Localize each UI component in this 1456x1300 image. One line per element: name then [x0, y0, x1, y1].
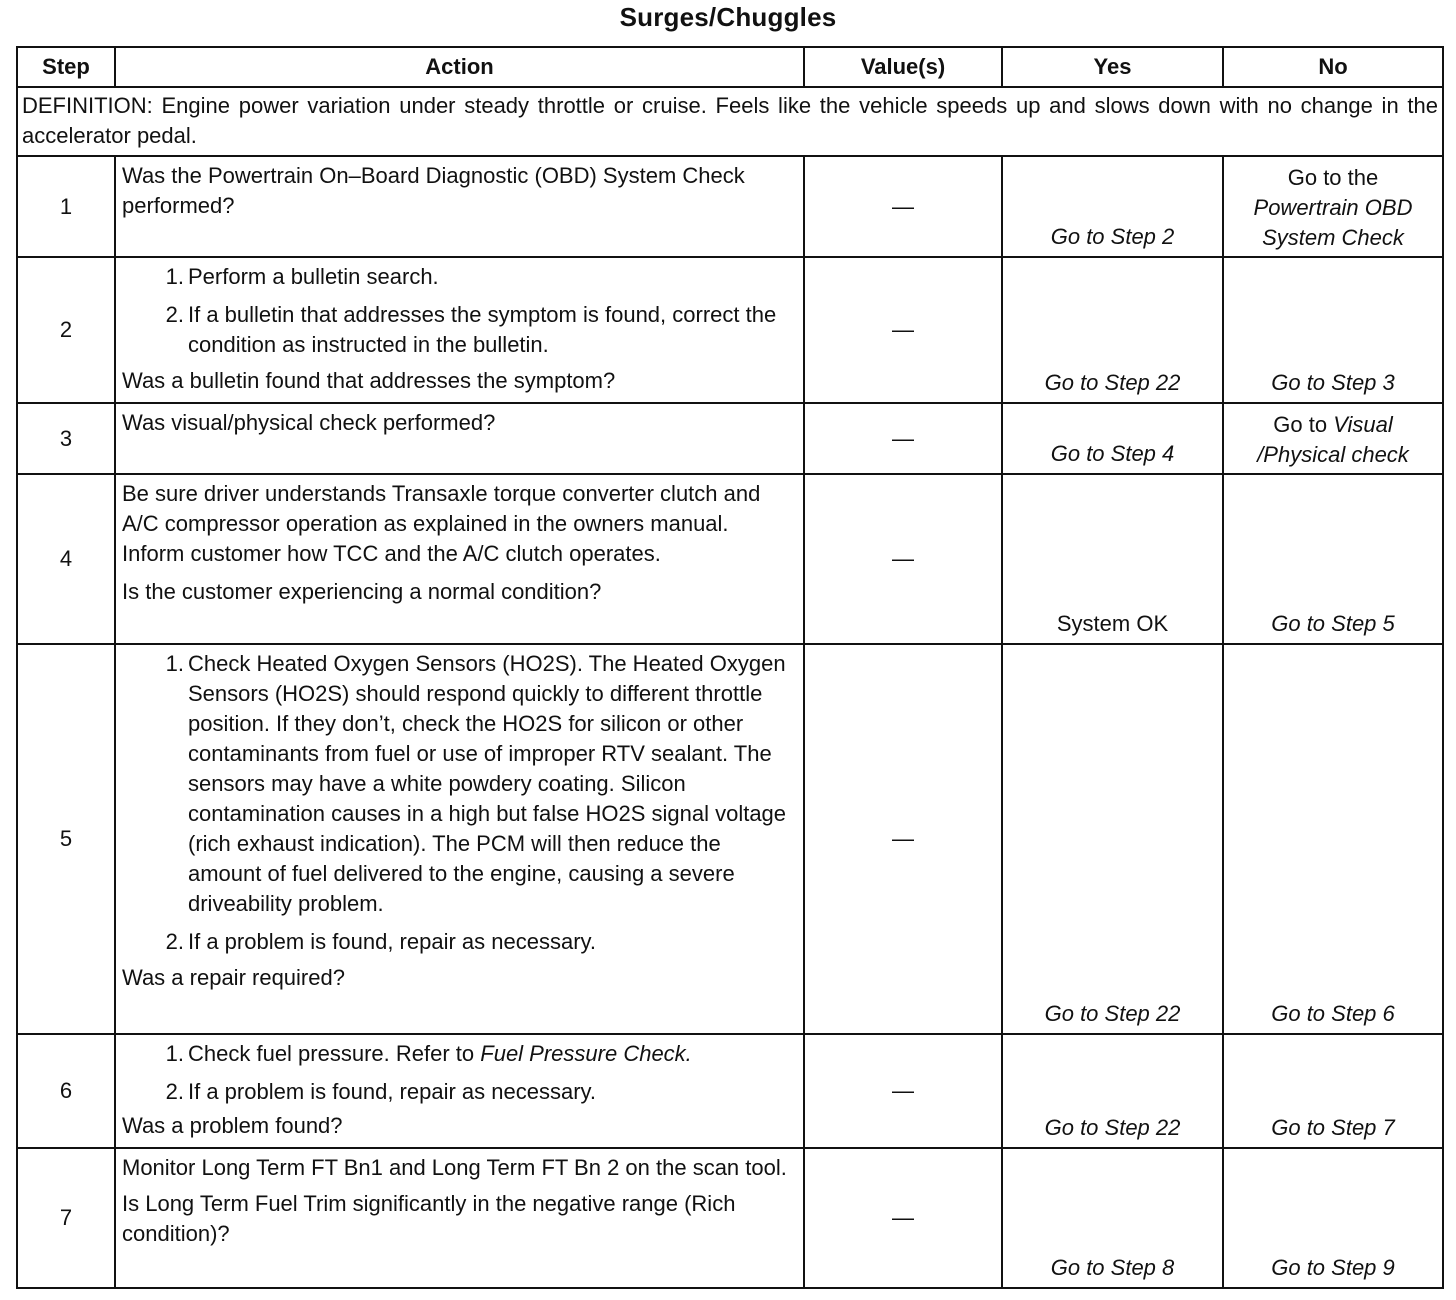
table-row	[17, 474, 1443, 644]
header-row	[17, 47, 1443, 87]
action-list	[122, 1039, 795, 1107]
yes-link[interactable]: Go to Step 22	[1044, 1115, 1181, 1140]
action-question: Is Long Term Fuel Trim significantly in the negative range (Rich condition)?	[122, 1191, 736, 1246]
no-link[interactable]: Go to Step 5	[1271, 611, 1395, 636]
no-cell	[1223, 474, 1443, 644]
step-number: 4	[17, 474, 115, 644]
action-cell	[115, 474, 804, 644]
list-item: 1. Check fuel pressure. Refer to Fuel Pressure Check.	[165, 1041, 692, 1066]
action-question: Was a problem found?	[122, 1113, 343, 1138]
value-cell: —	[804, 257, 1002, 403]
value-cell: —	[804, 156, 1002, 257]
value-cell: —	[804, 474, 1002, 644]
header-no: No	[1223, 47, 1443, 87]
header-action: Action	[115, 47, 804, 87]
table-row	[17, 156, 1443, 257]
step-number: 6	[17, 1034, 115, 1148]
action-question: Was visual/physical check performed?	[122, 410, 496, 435]
no-link[interactable]: Go to Step 9	[1271, 1255, 1395, 1280]
yes-link[interactable]: Go to Step 4	[1050, 441, 1175, 466]
step-number: 5	[17, 644, 115, 1034]
action-list	[122, 649, 795, 957]
no-cell	[1223, 644, 1443, 1034]
no-link[interactable]: Visual	[1333, 412, 1393, 437]
no-link[interactable]: Go to Step 7	[1271, 1115, 1395, 1140]
yes-link[interactable]: Go to Step 22	[1044, 370, 1181, 395]
no-link[interactable]: Go to Step 6	[1271, 1001, 1395, 1026]
action-cell	[115, 403, 804, 474]
list-item: 2. If a problem is found, repair as necessary.	[165, 1079, 597, 1104]
yes-link[interactable]: Go to Step 2	[1050, 224, 1175, 249]
no-prefix: Go to	[1273, 412, 1328, 437]
action-text: Monitor Long Term FT Bn1 and Long Term FT Bn 2 on the scan tool.	[122, 1155, 787, 1180]
table-row	[17, 644, 1443, 1034]
yes-link[interactable]: Go to Step 22	[1044, 1001, 1181, 1026]
list-item-text: Check fuel pressure. Refer to	[188, 1041, 475, 1066]
no-cell	[1223, 257, 1443, 403]
yes-link[interactable]: Go to Step 8	[1050, 1255, 1175, 1280]
yes-cell	[1002, 257, 1223, 403]
no-cell	[1223, 1148, 1443, 1288]
action-cell	[115, 156, 804, 257]
yes-cell	[1002, 644, 1223, 1034]
list-item: 2. If a problem is found, repair as necessary.	[165, 929, 597, 954]
yes-cell: System OK	[1002, 474, 1223, 644]
action-cell	[115, 644, 804, 1034]
list-item-text: If a bulletin that addresses the symptom is found, correct the condition as instructed in the bulletin.	[188, 302, 777, 357]
list-item: 1. Check Heated Oxygen Sensors (HO2S). The Heated Oxygen Sensors (HO2S) should respond quickly to different throttle position. If they don’t, check the HO2S for silicon or other contaminants from fuel or use of improper RTV sealant. The sensors may have a white powdery coating. Silicon contamination causes in a high but false HO2S signal voltage (rich exhaust indication). The PCM will then reduce the amount of fuel delivered to the engine, causing a severe driveability problem.	[165, 651, 787, 916]
header-step: Step	[17, 47, 115, 87]
no-cell	[1223, 1034, 1443, 1148]
action-question: Was a repair required?	[122, 965, 345, 990]
action-list	[122, 262, 795, 360]
table-row	[17, 1148, 1443, 1288]
diagnostic-table	[16, 46, 1444, 1289]
list-item-text: If a problem is found, repair as necessary.	[188, 929, 597, 954]
action-cell	[115, 1148, 804, 1288]
action-text: Be sure driver understands Transaxle torque converter clutch and A/C compressor operation as explained in the owners manual. Inform customer how TCC and the A/C clutch operates.	[122, 481, 761, 566]
list-item-text: If a problem is found, repair as necessary.	[188, 1079, 597, 1104]
table-row	[17, 257, 1443, 403]
header-values: Value(s)	[804, 47, 1002, 87]
action-cell	[115, 1034, 804, 1148]
yes-cell	[1002, 156, 1223, 257]
no-link[interactable]: Go to Step 3	[1271, 370, 1395, 395]
yes-cell	[1002, 1148, 1223, 1288]
value-cell: —	[804, 644, 1002, 1034]
yes-cell	[1002, 403, 1223, 474]
table-row	[17, 403, 1443, 474]
value-cell: —	[804, 1148, 1002, 1288]
page-title: Surges/Chuggles	[619, 2, 837, 32]
header-yes: Yes	[1002, 47, 1223, 87]
yes-cell	[1002, 1034, 1223, 1148]
action-question: Was the Powertrain On–Board Diagnostic (OBD) System Check performed?	[122, 163, 745, 218]
action-question: Is the customer experiencing a normal condition?	[122, 579, 602, 604]
value-cell: —	[804, 403, 1002, 474]
step-number: 3	[17, 403, 115, 474]
list-item-text: Check Heated Oxygen Sensors (HO2S). The Heated Oxygen Sensors (HO2S) should respond quickly to different throttle position. If they don’t, check the HO2S for silicon or other contaminants from fuel or use of improper RTV sealant. The sensors may have a white powdery coating. Silicon contamination causes in a high but false HO2S signal voltage (rich exhaust indication). The PCM will then reduce the amount of fuel delivered to the engine, causing a severe driveability problem.	[188, 651, 787, 916]
list-item: 2. If a bulletin that addresses the symptom is found, correct the condition as instructed in the bulletin.	[165, 302, 777, 357]
value-cell: —	[804, 1034, 1002, 1148]
step-number: 1	[17, 156, 115, 257]
fuel-pressure-link[interactable]: Fuel Pressure Check.	[480, 1041, 692, 1066]
definition-row	[17, 87, 1443, 156]
no-prefix: Go to the	[1287, 165, 1379, 190]
definition-text: DEFINITION: Engine power variation under steady throttle or cruise. Feels like the vehicle speeds up and slows down with no change in the accelerator pedal.	[17, 87, 1443, 156]
action-question: Was a bulletin found that addresses the symptom?	[122, 368, 616, 393]
no-link-cont[interactable]: /Physical check	[1257, 442, 1409, 467]
list-item: 1. Perform a bulletin search.	[165, 264, 439, 289]
list-item-text: Perform a bulletin search.	[188, 264, 439, 289]
step-number: 2	[17, 257, 115, 403]
no-link[interactable]: Powertrain OBD System Check	[1253, 195, 1413, 250]
action-cell	[115, 257, 804, 403]
step-number: 7	[17, 1148, 115, 1288]
table-row	[17, 1034, 1443, 1148]
no-cell	[1223, 403, 1443, 474]
no-cell	[1223, 156, 1443, 257]
